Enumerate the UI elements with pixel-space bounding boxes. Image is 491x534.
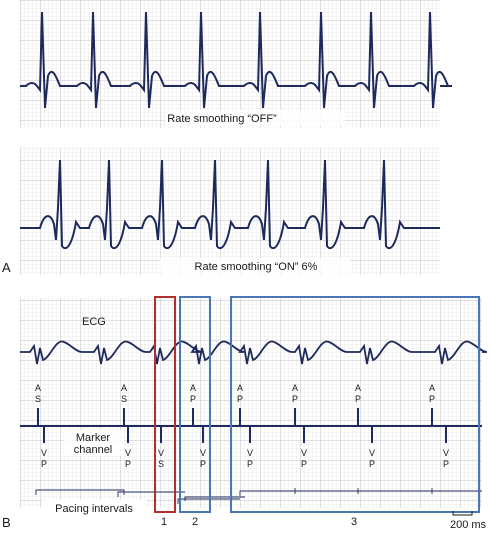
ventricular-marker-bottom-letter: P xyxy=(300,459,308,469)
ecg-label: ECG xyxy=(82,316,106,328)
ventricular-marker-top-letter: V xyxy=(199,448,207,458)
ventricular-marker-top-letter: V xyxy=(300,448,308,458)
atrial-marker-bottom-letter: S xyxy=(34,394,42,404)
ecg-strip-rate-smoothing-on xyxy=(20,147,440,275)
atrial-marker-top-letter: A xyxy=(189,383,197,393)
caption-rate-smoothing-on: Rate smoothing “ON” 6% xyxy=(194,261,318,273)
ecg-strip-rate-smoothing-off xyxy=(20,0,440,128)
panel-letter-b: B xyxy=(2,515,11,530)
marker-channel-label-1: Marker xyxy=(75,432,111,444)
ecg-marker-strip xyxy=(20,298,482,508)
atrial-marker-bottom-letter: P xyxy=(428,394,436,404)
ventricular-marker-bottom-letter: P xyxy=(246,459,254,469)
atrial-marker-top-letter: A xyxy=(354,383,362,393)
pacing-intervals-label: Pacing intervals xyxy=(55,503,133,515)
box-label-2: 2 xyxy=(191,516,199,528)
panel-a xyxy=(2,0,452,275)
atrial-marker-bottom-letter: S xyxy=(120,394,128,404)
atrial-marker-bottom-letter: P xyxy=(354,394,362,404)
ventricular-marker-bottom-letter: S xyxy=(157,459,165,469)
marker-channel-label-2: channel xyxy=(73,444,113,456)
ventricular-marker-top-letter: V xyxy=(40,448,48,458)
ventricular-marker-bottom-letter: P xyxy=(40,459,48,469)
panel-b xyxy=(2,297,487,531)
ventricular-marker-bottom-letter: P xyxy=(199,459,207,469)
atrial-marker-bottom-letter: P xyxy=(236,394,244,404)
atrial-marker-top-letter: A xyxy=(120,383,128,393)
atrial-marker-bottom-letter: P xyxy=(291,394,299,404)
panel-letter-a: A xyxy=(2,260,11,275)
box-label-1: 1 xyxy=(160,516,168,528)
ventricular-marker-top-letter: V xyxy=(124,448,132,458)
caption-rate-smoothing-off: Rate smoothing “OFF” xyxy=(167,113,277,125)
atrial-marker-bottom-letter: P xyxy=(189,394,197,404)
ventricular-marker-top-letter: V xyxy=(442,448,450,458)
ventricular-marker-bottom-letter: P xyxy=(442,459,450,469)
atrial-marker-top-letter: A xyxy=(34,383,42,393)
ventricular-marker-bottom-letter: P xyxy=(124,459,132,469)
ventricular-marker-bottom-letter: P xyxy=(368,459,376,469)
box-label-3: 3 xyxy=(350,516,358,528)
atrial-marker-top-letter: A xyxy=(291,383,299,393)
atrial-marker-top-letter: A xyxy=(236,383,244,393)
scale-label: 200 ms xyxy=(449,519,487,531)
atrial-marker-top-letter: A xyxy=(428,383,436,393)
ventricular-marker-top-letter: V xyxy=(157,448,165,458)
ventricular-marker-top-letter: V xyxy=(246,448,254,458)
ventricular-marker-top-letter: V xyxy=(368,448,376,458)
